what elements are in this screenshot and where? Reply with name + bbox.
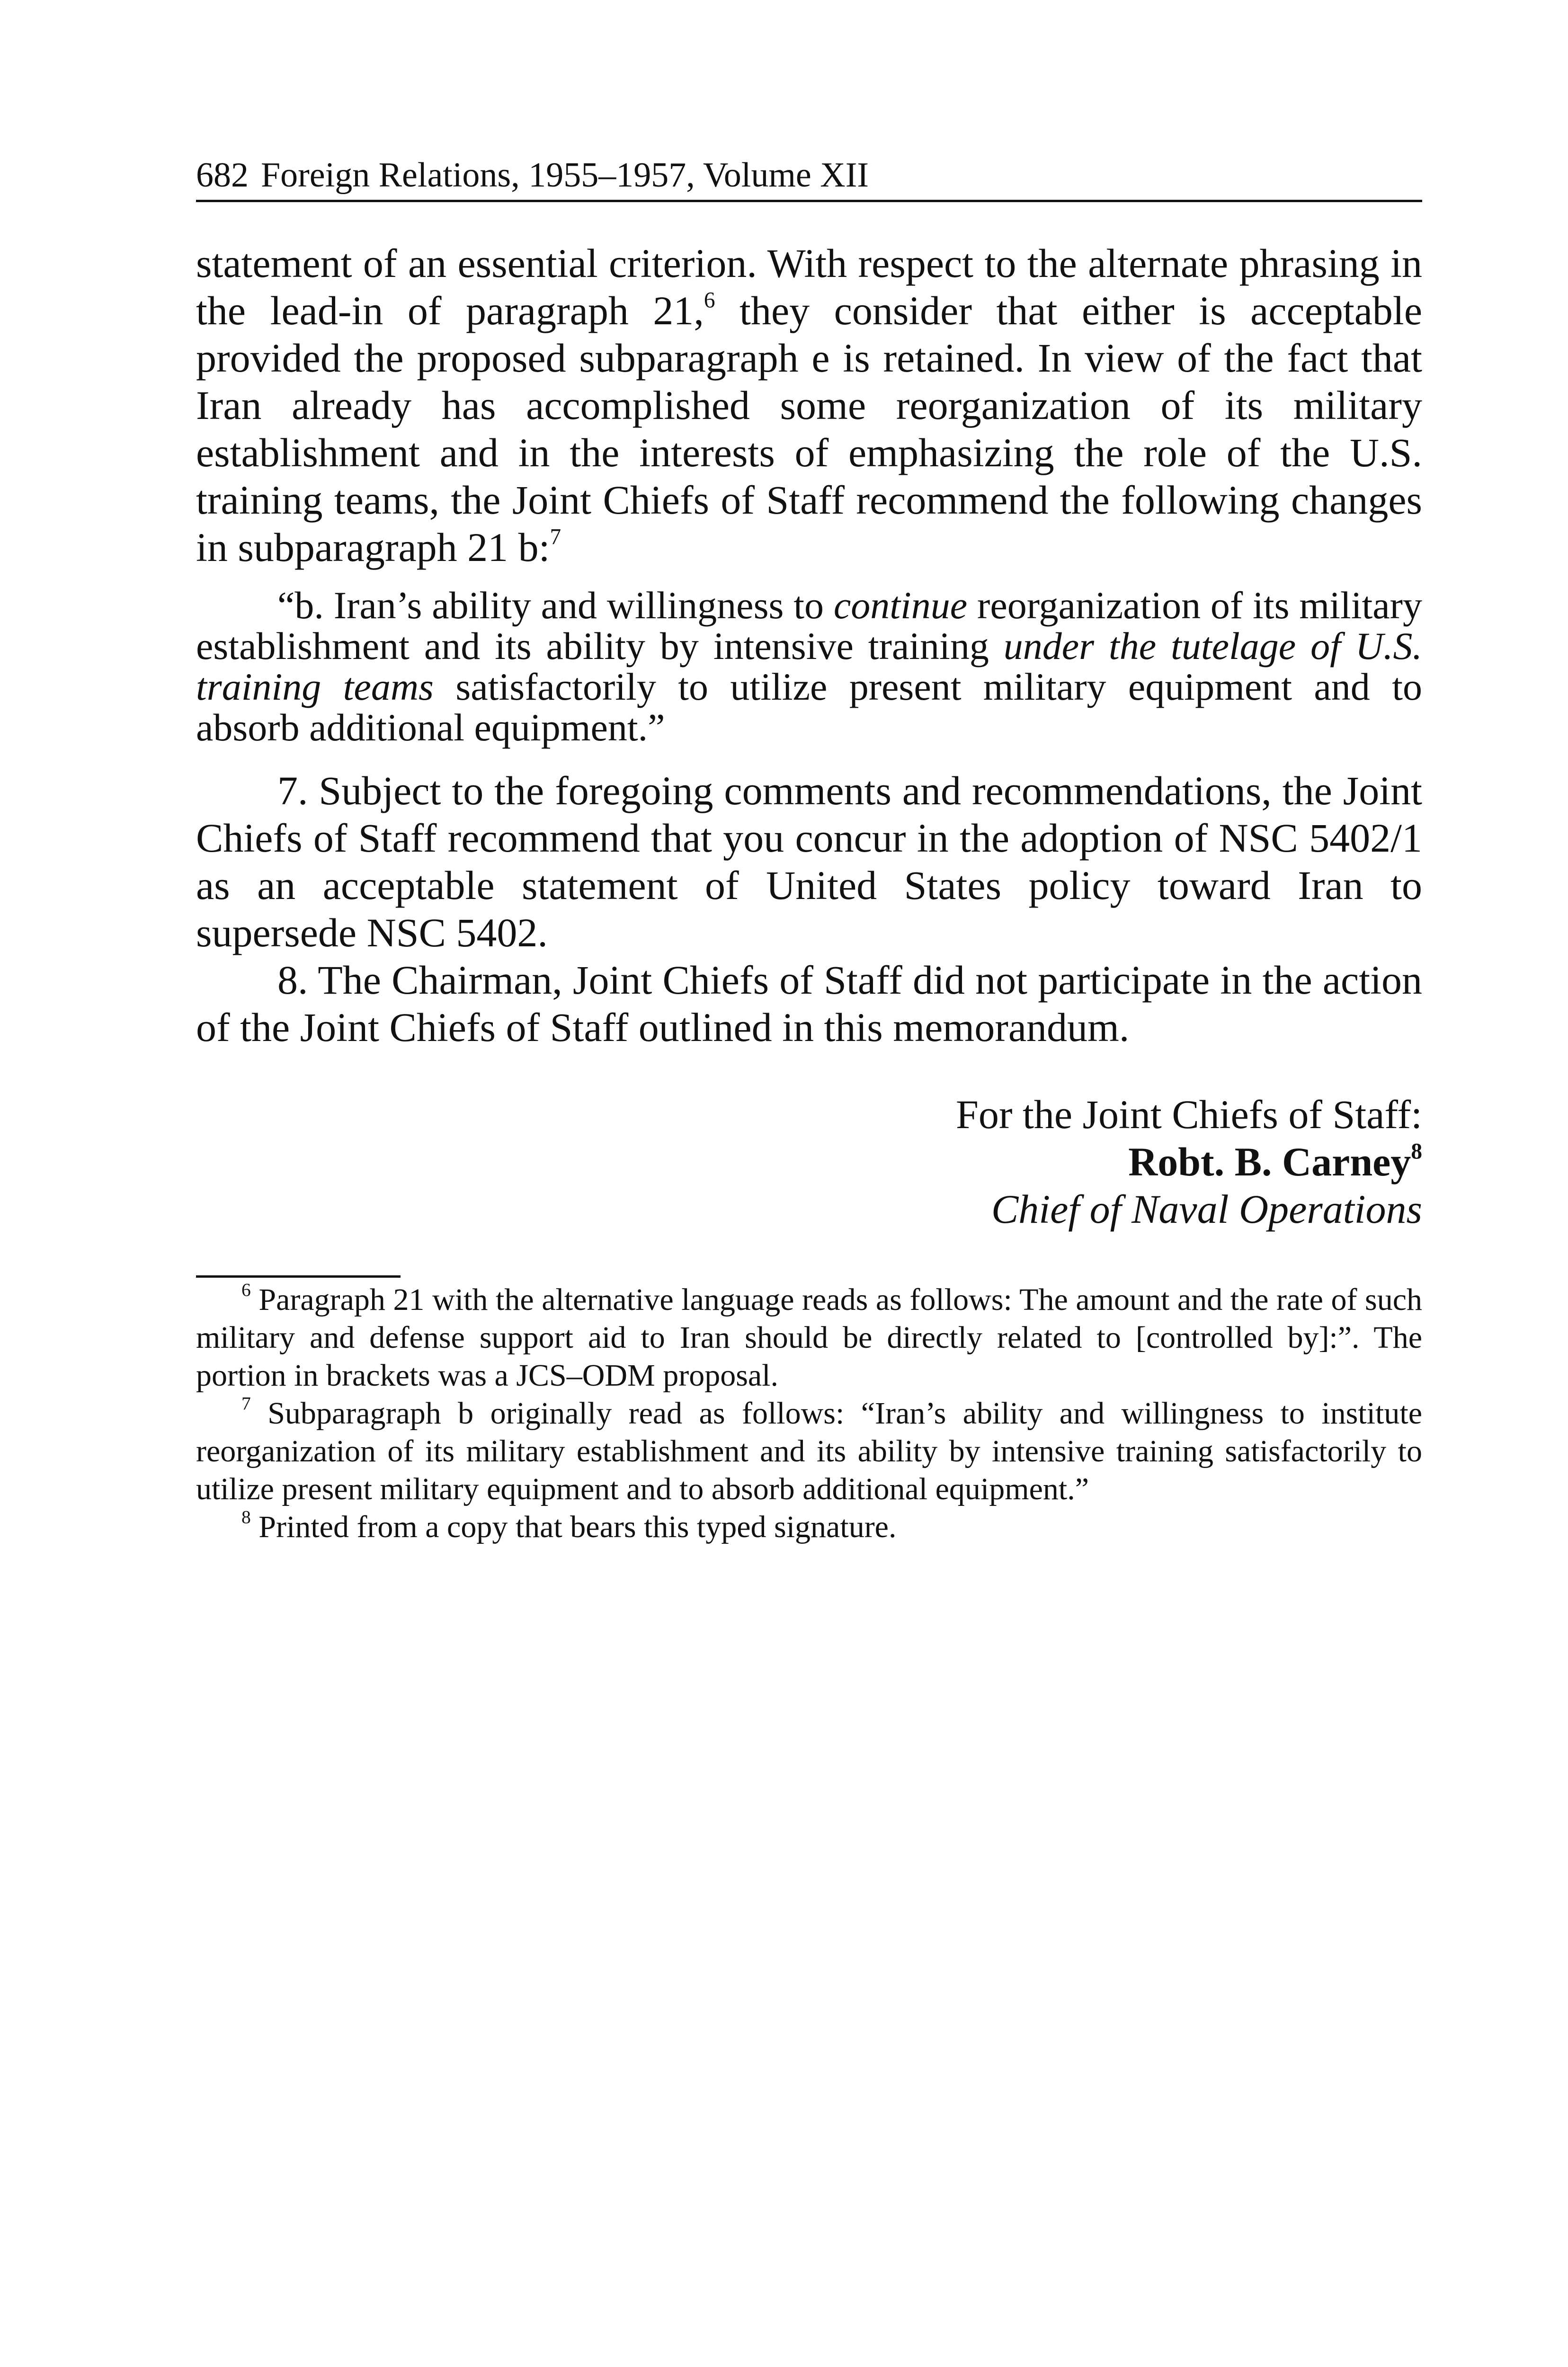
- paragraph-7: 7. Subject to the foregoing comments and recommendations, the Joint Chiefs of Staff recommend that you concur in the adoption of NSC 5402/1 as an acceptable statement of United States policy toward Iran to supersede NSC 5402.: [196, 768, 1422, 955]
- paragraph-continuation: [196, 240, 1422, 571]
- footnote-text: Paragraph 21 with the alternative language reads as follows: The amount and the rate of such military and defense support aid to Iran should be directly related to [controlled by]:”. The portion in brackets was a JCS–ODM proposal.: [196, 1282, 1422, 1393]
- quote-text: reorganization of its military establishment and its ability by intensive training: [196, 584, 1422, 667]
- footnote-ref-6: 6: [704, 288, 715, 313]
- body-text: [196, 240, 1422, 1051]
- signature-name-line: [956, 1138, 1422, 1185]
- running-title: Foreign Relations, 1955–1957, Volume XII: [261, 156, 869, 195]
- footnote-divider: [196, 1275, 401, 1278]
- footnote-marker: 8: [241, 1506, 251, 1528]
- paragraph-8: 8. The Chairman, Joint Chiefs of Staff did not participate in the action of the Joint Chiefs of Staff outlined in this memorandum.: [196, 957, 1422, 1050]
- running-head: [196, 151, 1422, 202]
- footnote-marker: 7: [241, 1393, 251, 1414]
- footnote-text: Subparagraph b originally read as follows: “Iran’s ability and willingness to institute reorganization of its military establishment and its ability by intensive training satisfactorily to utilize present military equipment and to absorb additional equipment.”: [196, 1396, 1422, 1506]
- footnote: [196, 1508, 1422, 1546]
- signature-block: [956, 1091, 1422, 1233]
- footnote: [196, 1281, 1422, 1395]
- signature-title: Chief of Naval Operations: [991, 1186, 1422, 1232]
- quote-emphasis: under the tutelage of U.S. training teams: [196, 624, 1422, 708]
- paragraph-text: they consider that either is acceptable provided the proposed subparagraph e is retained. In view of the fact that Iran already has accomplished some reorganization of its military establishment and in the interests of emphasizing the role of the U.S. training teams, the Joint Chiefs of Staff recommend the following changes in subparagraph 21 b:: [196, 288, 1422, 570]
- quote-text: “b. Iran’s ability and willingness to: [277, 584, 834, 627]
- footnotes: [196, 1281, 1422, 1546]
- footnote-text: Printed from a copy that bears this typed signature.: [250, 1510, 897, 1544]
- page-number: 682: [196, 156, 249, 195]
- footnote-ref-8: 8: [1411, 1139, 1422, 1164]
- footnote: [196, 1395, 1422, 1508]
- paragraph-text: statement of an essential criterion. With respect to the alternate phrasing in the lead-in of paragraph 21,: [196, 240, 1422, 333]
- quote-text: satisfactorily to utilize present military equipment and to absorb additional equipment.”: [196, 665, 1422, 749]
- signature-name: Robt. B. Carney: [1128, 1139, 1411, 1184]
- quote-emphasis: continue: [833, 584, 968, 627]
- footnote-marker: 6: [241, 1279, 251, 1300]
- signature-for-line: For the Joint Chiefs of Staff:: [956, 1092, 1422, 1137]
- footnote-ref-7: 7: [550, 525, 561, 550]
- quoted-subparagraph: [196, 585, 1422, 748]
